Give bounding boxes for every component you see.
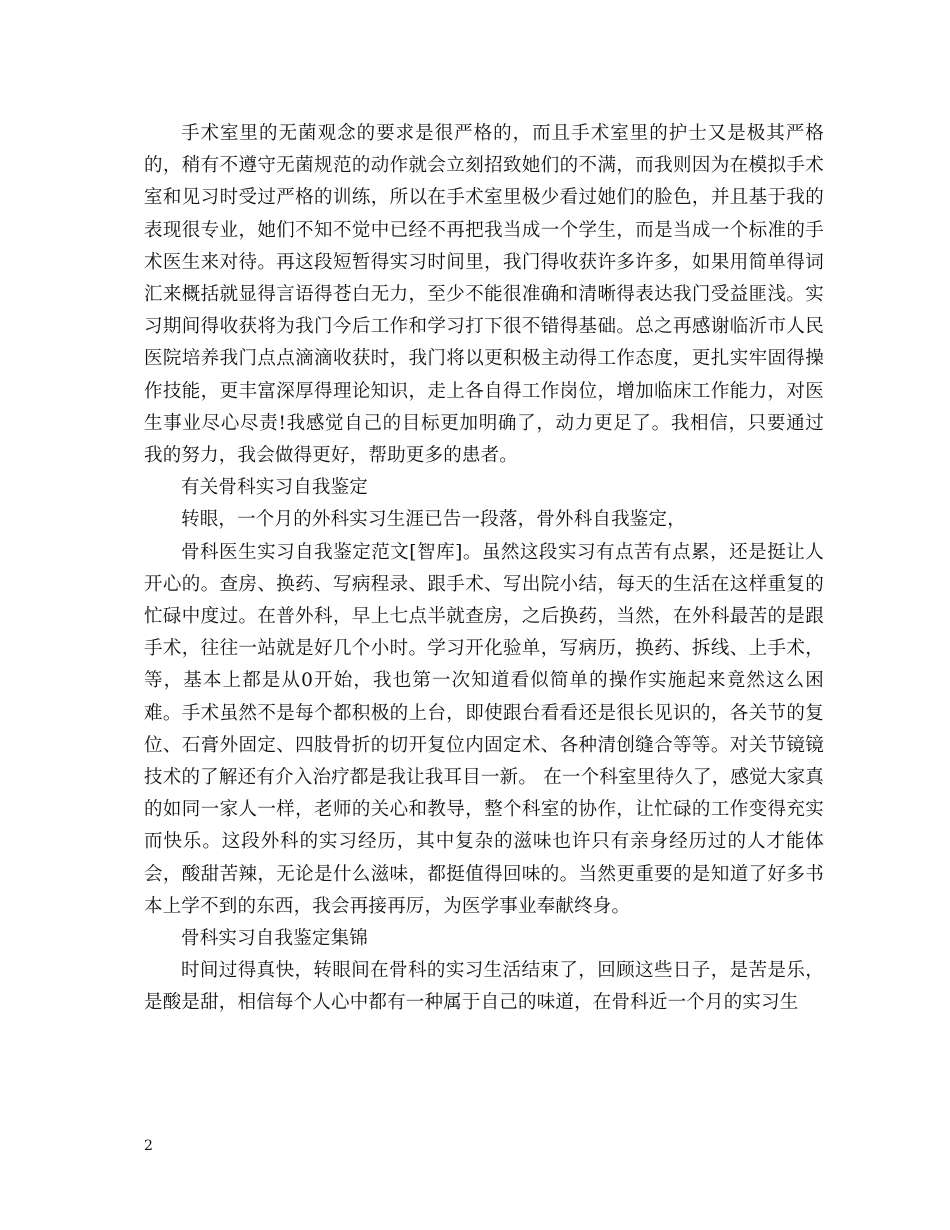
intro-line-surgery-internship: 转眼，一个月的外科实习生涯已告一段落，骨外科自我鉴定， (181, 509, 686, 531)
paragraph-orthopedic-internship: 骨科医生实习自我鉴定范文[智库]。虽然这段实习有点苦有点累，还是挺让人开心的。查房、换药、写病程录、跟手术、写出院小结，每天的生活在这样重复的忙碌中度过。在普外科，早上七点半就查房，之后换药，当然，在外科最苦的是跟手术，往往一站就是好几个小时。学习开化验单，写病历，换药、拆线、上手术，等，基本上都是从0开始，我也第一次知道看似简单的操作实施起来竟然这么困难。手术虽然不是每个都积极的上台，即使跟台看看还是很长见识的，各关节的复位、石膏外固定、四肢骨折的切开复位内固定术、各种清创缝合等等。对关节镜镜技术的了解还有介入治疗都是我让我耳目一新。 在一个科室里待久了，感觉大家真的如同一家人一样，老师的关心和教导，整个科室的协作，让忙碌的工作变得充实而快乐。这段外科的实习经历，其中复杂的滋味也许只有亲身经历过的人才能体会，酸甜苦辣，无论是什么滋味，都挺值得回味的。当然更重要的是知道了好多书本上学不到的东西，我会再接再厉，为医学事业奉献终身。 (144, 541, 824, 917)
paragraph-operating-room: 手术室里的无菌观念的要求是很严格的，而且手术室里的护士又是极其严格的，稍有不遵守无菌规范的动作就会立刻招致她们的不满，而我则因为在模拟手术室和见习时受过严格的训练，所以在手术室里极少看过她们的脸色，并且基于我的表现很专业，她们不知不觉中已经不再把我当成一个学生，而是当成一个标准的手术医生来对待。再这段短暂得实习时间里，我门得收获许多许多，如果用简单得词汇来概括就显得言语得苍白无力，至少不能很准确和清晰得表达我门受益匪浅。实习期间得收获将为我门今后工作和学习打下很不错得基础。总之再感谢临沂市人民医院培养我门点点滴滴收获时，我门将以更积极主动得工作态度，更扎实牢固得操作技能，更丰富深厚得理论知识，走上各自得工作岗位，增加临床工作能力，对医生事业尽心尽责!我感觉自己的目标更加明确了，动力更足了。我相信，只要通过我的努力，我会做得更好，帮助更多的患者。 (144, 123, 824, 467)
section-heading-orthopedic-self-assessment: 有关骨科实习自我鉴定 (181, 477, 369, 499)
paragraph-time-flies: 时间过得真快，转眼间在骨科的实习生活结束了，回顾这些日子，是苦是乐，是酸是甜，相信每个人心中都有一种属于自己的味道，在骨科近一个月的实习生 (144, 960, 824, 1014)
section-heading-self-assessment-collection: 骨科实习自我鉴定集锦 (181, 928, 369, 950)
page-number: 2 (144, 1138, 153, 1154)
document-body (144, 118, 824, 1020)
